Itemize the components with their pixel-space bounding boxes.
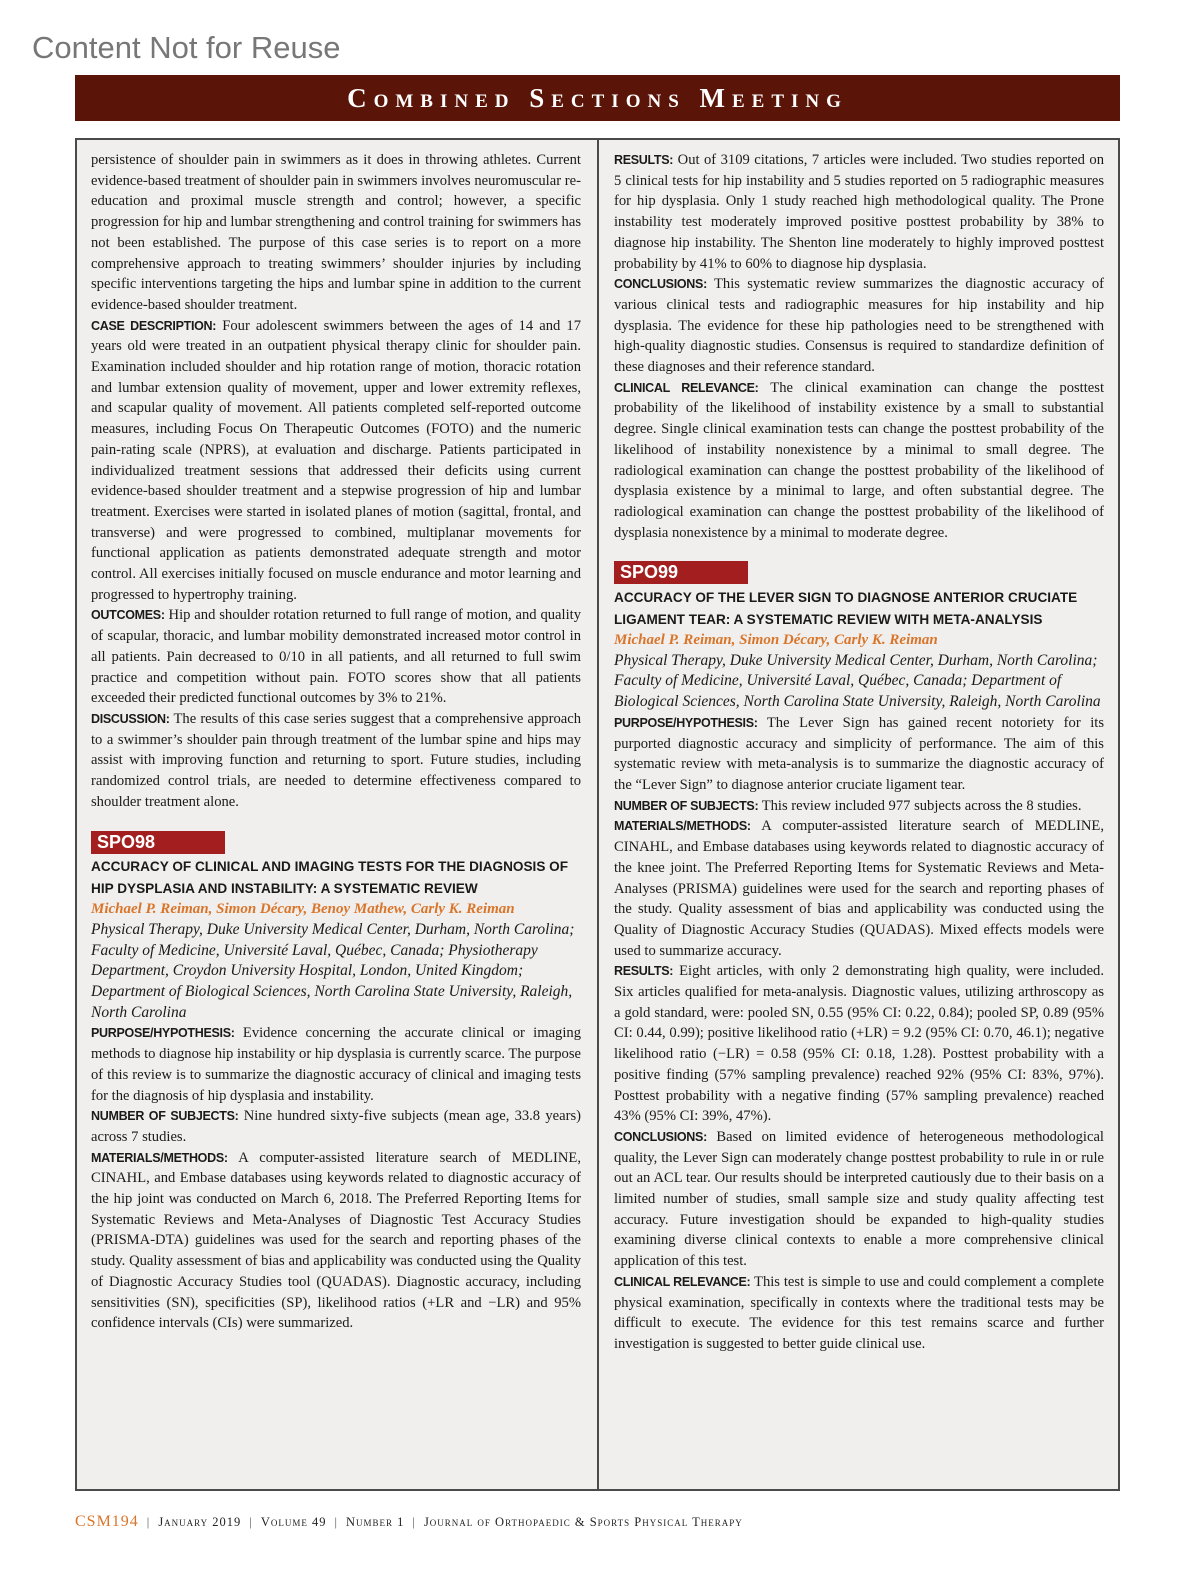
- conclusions: [614, 274, 1104, 378]
- subjects: [614, 796, 1104, 817]
- abstract-authors: Michael P. Reiman, Simon Décary, Carly K. Reiman: [614, 632, 938, 649]
- watermark: Content Not for Reuse: [32, 30, 341, 65]
- section-banner: Combined Sections Meeting: [75, 75, 1120, 121]
- subjects: [91, 1106, 581, 1147]
- section-label: RESULTS:: [614, 964, 674, 979]
- abstract-authors: Michael P. Reiman, Simon Décary, Benoy Mathew, Carly K. Reiman: [91, 901, 515, 918]
- section-label: MATERIALS/METHODS:: [91, 1150, 228, 1165]
- issue-number: Number 1: [346, 1515, 405, 1529]
- footer-separator: |: [334, 1515, 338, 1529]
- section-label: PURPOSE/HYPOTHESIS:: [614, 715, 758, 730]
- page-footer: [75, 1513, 743, 1531]
- section-text: The Lever Sign has gained recent notoriety for its purported diagnostic accuracy and simplicity of performance. The aim of this systematic review with meta-analysis is to summarize the diagnostic accuracy of the “Lever Sign” to diagnose anterior cruciate ligament tear.: [614, 714, 1104, 793]
- section-label: RESULTS:: [614, 153, 674, 167]
- section-text: Nine hundred sixty-five subjects (mean age, 33.8 years) across 7 studies.: [91, 1108, 581, 1145]
- issue-date: January 2019: [158, 1515, 242, 1529]
- section-label: DISCUSSION:: [91, 711, 170, 726]
- footer-separator: |: [412, 1515, 416, 1529]
- section-text: Evidence concerning the accurate clinical or imaging methods to diagnose hip instability or hip dysplasia is currently scarce. The purpose of this review is to summarize the diagnostic accuracy of clinical and imaging tests for the diagnosis of hip dysplasia and instability.: [91, 1025, 581, 1104]
- section-label: NUMBER OF SUBJECTS:: [614, 798, 759, 813]
- purpose: [614, 713, 1104, 796]
- volume: Volume 49: [260, 1515, 327, 1529]
- clinical-relevance: [614, 378, 1104, 544]
- footer-separator: |: [146, 1515, 151, 1529]
- section-text: A computer-assisted literature search of MEDLINE, CINAHL, and Embase databases using keywords related to diagnostic accuracy of the hip joint was conducted on March 6, 2018. The Preferred Reporting Items for Systematic Reviews and Meta-Analyses of Diagnostic Test Accuracy Studies (PRISMA-DTA) guidelines was used for the search and reporting phases of the study. Quality assessment of bias and applicability was conducted using the Quality of Diagnostic Accuracy Studies tool (QUADAS). Diagnostic accuracy, including sensitivities (SN), specificities (SP), likelihood ratios (+LR and −LR) and 95% confidence intervals (CIs) were summarized.: [91, 1149, 581, 1332]
- conclusions: [614, 1127, 1104, 1272]
- section-text: This systematic review summarizes the diagnostic accuracy of various clinical tests and radiographic measures for hip instability and hip dysplasia. The evidence for these hip pathologies need to be strengthened with high-quality diagnostic studies. Consensus is required to standardize definition of these diagnoses and their reference standard.: [614, 276, 1104, 376]
- section-text: Four adolescent swimmers between the ages of 14 and 17 years old were treated in an outpatient physical therapy clinic for shoulder pain. Examination included shoulder and hip rotation range of motion, thoracic rotation and lumbar extension quality of movement, upper and lower extremity reflexes, and scapular quality of movement. All patients completed self-reported outcome measures, including Focus On Therapeutic Outcomes (FOTO) and the numeric pain-rating scale (NPRS), at evaluation and discharge. Patients participated in individualized treatment sessions that addressed their deficits using current evidence-based shoulder treatment and a stepwise progression of hip and lumbar treatment. Exercises were started in isolated planes of motion (sagittal, frontal, and transverse) and were progressed to combined, multiplanar movements for functional application as patients demonstrated adequate strength and motor control. All exercises initially focused on muscle endurance and motor learning and progressed to hypertrophy training.: [91, 317, 581, 603]
- section-text: This test is simple to use and could complement a complete physical examination, specifically in contexts where the traditional tests may be difficult to execute. The evidence for this test remains scarce and further investigation is suggested to better guide clinical use.: [614, 1273, 1104, 1352]
- section-label: CONCLUSIONS:: [614, 277, 707, 292]
- section-label: NUMBER OF SUBJECTS:: [91, 1109, 239, 1124]
- results: [614, 961, 1104, 1127]
- clinical-relevance: [614, 1272, 1104, 1355]
- section-text: Based on limited evidence of heterogeneous methodological quality, the Lever Sign can moderately change posttest probability to rule in or rule out an ACL tear. Our results should be interpreted cautiously due to their basis on a limited number of studies, small sample size and study quality affecting test accuracy. Future investigation should be expanded to high-quality studies examining diverse clinical contexts to enable a more comprehensive clinical application of this test.: [614, 1128, 1104, 1270]
- methods: [91, 1148, 581, 1334]
- abstract-code-badge: SPO98: [91, 831, 225, 854]
- methods: [614, 816, 1104, 961]
- section-label: OUTCOMES:: [91, 608, 165, 623]
- footer-separator: |: [249, 1515, 253, 1529]
- column-divider: [597, 138, 599, 1491]
- abstract-affiliation: Physical Therapy, Duke University Medical Center, Durham, North Carolina; Faculty of Medicine, Université Laval, Québec, Canada; Physiotherapy Department, Croydon University Hospital, London, United Kingdom; Department of Biological Sciences, North Carolina State University, Raleigh, North Carolina: [91, 920, 575, 1021]
- abstract-affiliation: Physical Therapy, Duke University Medical Center, Durham, North Carolina; Faculty of Medicine, Université Laval, Québec, Canada; Department of Biological Sciences, North Carolina State University, Raleigh, North Carolina: [614, 651, 1101, 711]
- abstract-title: ACCURACY OF CLINICAL AND IMAGING TESTS FOR THE DIAGNOSIS OF HIP DYSPLASIA AND INSTABILITY: A SYSTEMATIC REVIEW: [91, 859, 569, 896]
- section-label: MATERIALS/METHODS:: [614, 819, 751, 834]
- discussion: [91, 709, 581, 813]
- section-label: PURPOSE/HYPOTHESIS:: [91, 1026, 235, 1041]
- section-text: The results of this case series suggest that a comprehensive approach to a swimmer’s shoulder pain through treatment of the lumbar spine and hips may assist with improving function and returning to sport. Future studies, including randomized control trials, are needed to determine effectiveness compared to shoulder treatment alone.: [91, 710, 581, 810]
- section-label: CLINICAL RELEVANCE:: [614, 380, 759, 395]
- section-text: Eight articles, with only 2 demonstrating high quality, were included. Six articles qualified for meta-analysis. Diagnostic values, utilizing arthroscopy as a gold standard, were: pooled SN, 0.55 (95% CI: 0.22, 0.84); pooled SP, 0.89 (95% CI: 0.44, 0.99); positive likelihood ratio (+LR) = 9.2 (95% CI: 0.70, 46.1); negative likelihood ratio (−LR) = 0.58 (95% CI: 0.18, 1.28). Posttest probability with a positive finding (57% sampling prevalence) reached 92% (95% CI: 83%, 97%). Posttest probability with a negative finding (57% sampling prevalence) reached 43% (95% CI: 39%, 47%).: [614, 963, 1104, 1125]
- section-text: Out of 3109 citations, 7 articles were included. Two studies reported on 5 clinical tests for hip instability and 5 studies reported on 5 radiographic measures for hip dysplasia. Only 1 study reached high methodological quality. The Prone instability test moderately improved positive posttest probability by 38% to diagnose hip instability. The Shenton line moderately to highly improved posttest probability by 41% to 60% to diagnose hip dysplasia.: [614, 152, 1104, 272]
- abstract-code-badge: SPO99: [614, 561, 748, 584]
- abstract-title: ACCURACY OF THE LEVER SIGN TO DIAGNOSE ANTERIOR CRUCIATE LIGAMENT TEAR: A SYSTEMATIC REVIEW WITH META-ANALYSIS: [614, 590, 1078, 627]
- section-text: Hip and shoulder rotation returned to full range of motion, and quality of scapular, thoracic, and lumbar mobility demonstrated increased motor control in all patients. Pain decreased to 0/10 in all patients, and all returned to full swim practice and competition without pain. FOTO scores show that all patients exceeded their predicted functional outcomes by 3% to 21%.: [91, 607, 581, 707]
- section-text: This review included 977 subjects across the 8 studies.: [758, 797, 1082, 814]
- intro-paragraph: persistence of shoulder pain in swimmers as it does in throwing athletes. Current evidence-based treatment of shoulder pain in swimmers involves neuromuscular re-education and proximal muscle strength and control; however, a specific progression for hip and lumbar strengthening and control training for swimmers has not been established. The purpose of this case series is to report on a more comprehensive approach to treating swimmers’ shoulder injuries by including specific interventions targeting the hips and lumbar spine in addition to the current evidence-based shoulder treatment.: [91, 152, 582, 313]
- right-column: [614, 150, 1104, 1355]
- outcomes: [91, 605, 581, 709]
- section-text: A computer-assisted literature search of MEDLINE, CINAHL, and Embase databases using keywords related to diagnostic accuracy of the knee joint. The Preferred Reporting Items for Systematic Reviews and Meta-Analyses (PRISMA) guidelines were used for the search and reporting phases of the study. Quality assessment of bias and applicability was conducted using the Quality of Diagnostic Accuracy Studies (QUADAS). Mixed effects models were used to summarize accuracy.: [614, 818, 1104, 959]
- purpose: [91, 1023, 581, 1106]
- section-label: CLINICAL RELEVANCE:: [614, 1274, 751, 1289]
- left-column: [91, 150, 581, 1334]
- journal-name: Journal of Orthopaedic & Sports Physical Therapy: [423, 1515, 743, 1529]
- page-number: CSM194: [75, 1513, 139, 1530]
- section-text: The clinical examination can change the posttest probability of the likelihood of instability existence by a small to substantial degree. Single clinical examination tests can change the posttest probability of the likelihood of instability nonexistence by a minimal to small degree. The radiological examination can change the posttest probability of the likelihood of dysplasia existence by a minimal to large, and often substantial degree. The radiological examination can change the posttest probability of the likelihood of dysplasia nonexistence by a minimal to moderate degree.: [614, 379, 1104, 541]
- section-label: CASE DESCRIPTION:: [91, 318, 217, 333]
- section-label: CONCLUSIONS:: [614, 1129, 707, 1144]
- case-description: [91, 316, 581, 606]
- results: [614, 150, 1104, 274]
